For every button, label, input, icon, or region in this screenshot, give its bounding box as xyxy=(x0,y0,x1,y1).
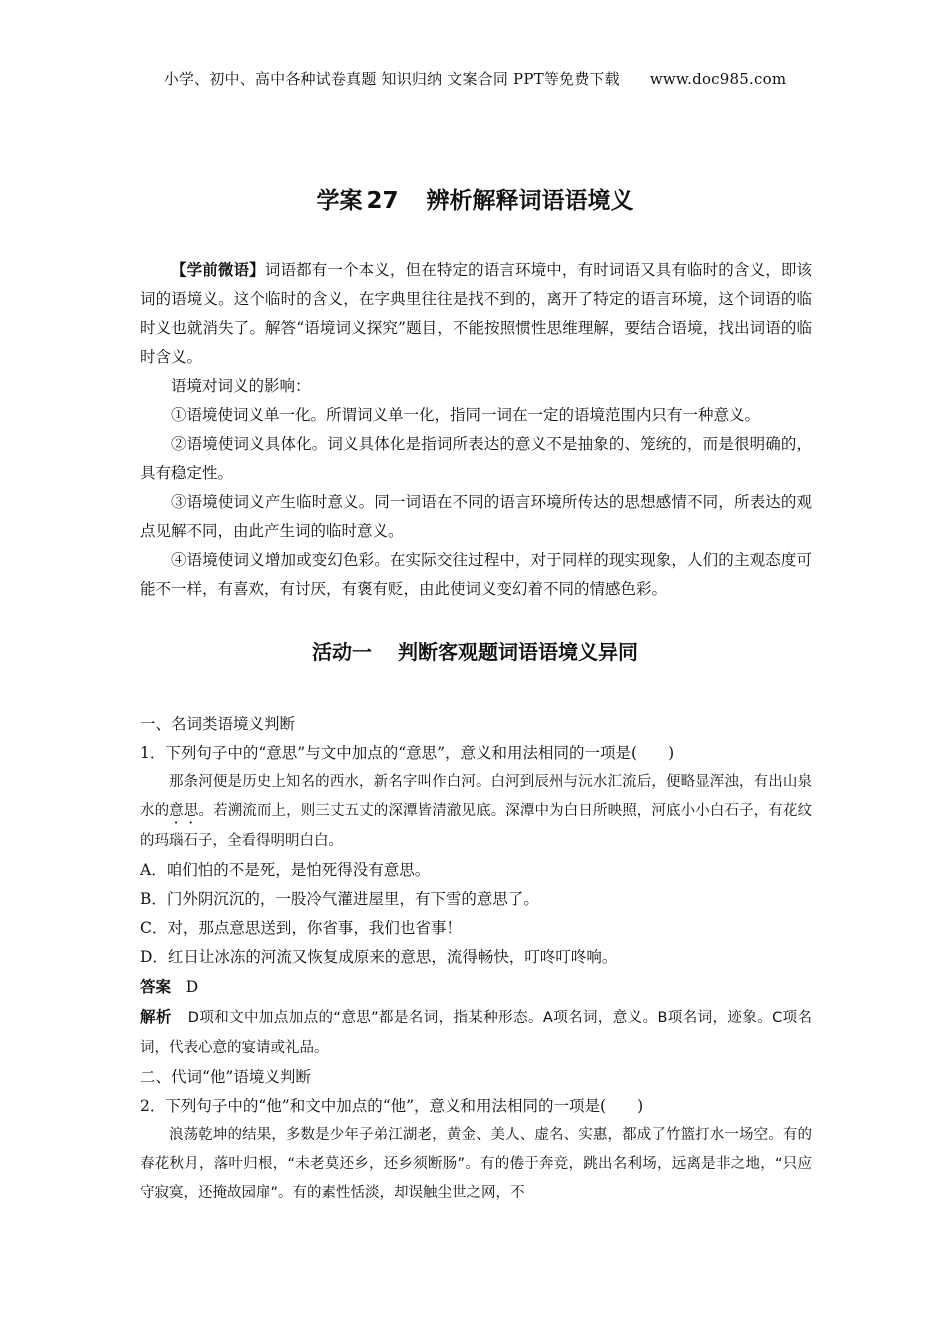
page-title xyxy=(0,182,950,215)
option-c: C．对，那点意思送到，你省事，我们也省事！ xyxy=(140,919,462,937)
answer-value: D xyxy=(185,978,199,996)
page-header xyxy=(0,68,950,89)
option-a: A．咱们怕的不是死，是怕死得没有意思。 xyxy=(140,861,431,879)
intro-paragraph-6: ④语境使词义增加或变幻色彩。在实际交往过程中，对于同样的现实现象，人们的主观态度可能不一样，有喜欢，有讨厌，有褒有贬，由此使词义变幻着不同的情感色彩。 xyxy=(140,551,812,598)
intro-paragraph-2: 语境对词义的影响： xyxy=(171,377,311,395)
analysis-label: 解析 xyxy=(140,1007,172,1026)
section2-heading: 二、代词“他”语境义判断 xyxy=(140,1068,311,1086)
intro-paragraph-3: ①语境使词义单一化。所谓词义单一化，指同一词在一定的语境范围内只有一种意义。 xyxy=(171,406,761,424)
title-main: 辨析解释词语语境义 xyxy=(426,188,634,214)
header-url[interactable]: www.doc985.com xyxy=(649,70,787,88)
option-d: D．红日让冰冻的河流又恢复成原来的意思，流得畅快，叮咚叮咚响。 xyxy=(140,948,618,966)
intro-paragraph-5: ③语境使词义产生临时意义。同一词语在不同的语言环境所传达的思想感情不同，所表达的观点见解不同，由此产生词的临时意义。 xyxy=(140,493,812,540)
header-text: 小学、初中、高中各种试卷真题 知识归纳 文案合同 PPT等免费下载 xyxy=(163,70,620,88)
activity-label: 活动一 xyxy=(312,640,372,664)
analysis-line xyxy=(140,1002,812,1063)
analysis-text: D项和文中加点加点的“意思”都是名词，指某种形态。A项名词，意义。B项名词，迹象。C项名词，代表心意的宴请或礼品。 xyxy=(140,1010,812,1056)
question-2-passage: 浪荡乾坤的结果，多数是少年子弟江湖老，黄金、美人、虚名、实惠，都成了竹篮打水一场空。有的春花秋月，落叶归根，“未老莫还乡，还乡须断肠”。有的倦于奔竞，跳出名利场，远离是非之地，“只应守寂寞，还掩故园扉”。有的素性恬淡，却误触尘世之网，不 xyxy=(140,1127,812,1201)
title-number: 27 xyxy=(366,188,399,214)
activity-heading xyxy=(0,636,950,665)
passage-1-part-b: 。若溯流而上，则三丈五丈的深潭皆清澈见底。深潭中为白日所映照，河底小小白石子，有花纹的玛瑙石子，全看得明明白白。 xyxy=(140,803,813,849)
intro-tag: 【学前微语】 xyxy=(171,260,265,279)
question-2: 2．下列句子中的“他”和文中加点的“他”，意义和用法相同的一项是( ) xyxy=(140,1097,644,1115)
activity-title: 判断客观题词语语境义异同 xyxy=(398,640,638,664)
passage-1-part-a: 那条河便是历史上知名的西水，新名字叫作白河。白河到辰州与沅水汇流后，便略显浑浊，有出山泉水的 xyxy=(140,774,812,819)
intro-paragraph-4: ②语境使词义具体化。词义具体化是指词所表达的意义不是抽象的、笼统的，而是很明确的，具有稳定性。 xyxy=(140,435,812,482)
answer-label: 答案 xyxy=(140,977,172,996)
intro-text-1: 词语都有一个本义，但在特定的语言环境中，有时词语又具有临时的含义，即该词的语境义。这个临时的含义，在字典里往往是找不到的，离开了特定的语言环境，这个词语的临时义也就消失了。解答“语境词义探究”题目，不能按照惯性思维理解，要结合语境，找出词语的临时含义。 xyxy=(140,261,812,366)
answer-line xyxy=(140,972,812,1002)
question-1-passage xyxy=(140,768,812,856)
option-b: B．门外阴沉沉的，一股冷气灌进屋里，有下雪的意思了。 xyxy=(140,890,539,908)
question-1: 1．下列句子中的“意思”与文中加点的“意思”，意义和用法相同的一项是( ) xyxy=(140,744,675,762)
title-prefix: 学案 xyxy=(316,188,363,214)
questions-section xyxy=(140,710,812,1208)
section1-heading: 一、名词类语境义判断 xyxy=(140,715,296,733)
passage-1-keyword: 意思 xyxy=(169,803,199,819)
intro-section xyxy=(140,255,812,604)
intro-paragraph-1 xyxy=(140,255,812,372)
